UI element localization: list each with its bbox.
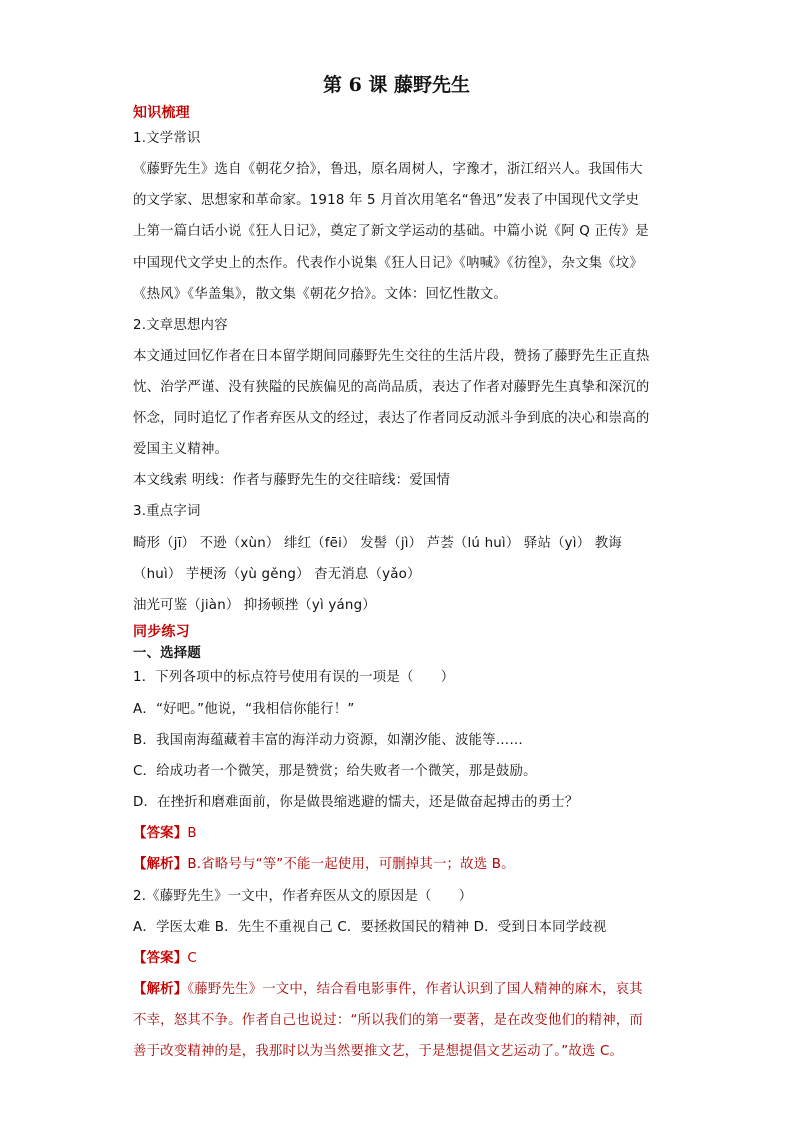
- answer-value: B: [187, 826, 197, 841]
- paragraph-line: 《热风》《华盖集》，散文集《朝花夕拾》。文体：回忆性散文。: [133, 287, 508, 302]
- vocab-line: 畸形（jī） 不逊（xùn） 绯红（fēi） 发髻（jì） 芦荟（lú huì） 驿站（yì） 教诲: [133, 536, 622, 551]
- paragraph-line: 忱、治学严谨、没有狭隘的民族偏见的高尚品质，表达了作者对藤野先生真挚和深沉的: [133, 380, 650, 395]
- analysis-label: 【解析】: [133, 982, 188, 997]
- question-1-option-a: A．“好吧。”他说，“我相信你能行！”: [133, 702, 355, 717]
- knowledge-heading-2: 2.文章思想内容: [133, 318, 228, 333]
- analysis-text: 《藤野先生》一文中，结合看电影事件，作者认识到了国人精神的麻木，哀其: [187, 982, 643, 997]
- question-1-stem: 1．下列各项中的标点符号使用有误的一项是（ ）: [133, 670, 455, 685]
- answer-value: C: [187, 951, 197, 966]
- knowledge-heading-1: 1.文学常识: [133, 131, 201, 146]
- answer-label: 【答案】: [133, 951, 188, 966]
- vocab-line: 油光可鉴（jiàn） 抑扬顿挫（yì yáng）: [133, 598, 376, 613]
- analysis-text: B.省略号与“等”不能一起使用，可删掉其一；故选 B。: [187, 857, 515, 872]
- section-heading-practice: 同步练习: [133, 624, 190, 640]
- question-1-option-b: B．我国南海蕴藏着丰富的海洋动力资源，如潮汐能、波能等……: [133, 733, 523, 748]
- paragraph-line: 中国现代文学史上的杰作。代表作小说集《狂人日记》《呐喊》《彷徨》，杂文集《坟》: [133, 256, 643, 271]
- paragraph-line: 上第一篇白话小说《狂人日记》，奠定了新文学运动的基础。中篇小说《阿 Q 正传》是: [133, 224, 649, 239]
- section-heading-choice: 一、选择题: [133, 645, 201, 661]
- paragraph-line: 本文通过回忆作者在日本留学期间同藤野先生交往的生活片段，赞扬了藤野先生正直热: [133, 349, 650, 364]
- question-1-option-c: C．给成功者一个微笑，那是赞赏；给失败者一个微笑，那是鼓励。: [133, 764, 537, 779]
- question-2-stem: 2.《藤野先生》一文中，作者弃医从文的原因是（ ）: [133, 889, 473, 904]
- page-title: 第 6 课 藤野先生: [322, 74, 471, 96]
- paragraph-line: 爱国主义精神。: [133, 442, 229, 457]
- analysis-label: 【解析】: [133, 857, 188, 872]
- analysis-line: 善于改变精神的是，我那时以为当然要推文艺，于是想提倡文艺运动了。”故选 C。: [133, 1044, 624, 1059]
- vocab-line: （huì） 芋梗汤（yù gěng） 杳无消息（yǎo）: [133, 567, 421, 582]
- question-1-analysis: [133, 855, 663, 875]
- question-2-answer: [133, 949, 663, 969]
- answer-label: 【答案】: [133, 826, 188, 841]
- question-2-options: A．学医太难 B．先生不重视自己 C．要拯救国民的精神 D．受到日本同学歧视: [133, 920, 607, 935]
- analysis-line: 不幸，怒其不争。作者自己也说过：“所以我们的第一要著，是在改变他们的精神，而: [133, 1013, 643, 1028]
- question-2-analysis: [133, 980, 663, 1000]
- section-heading-knowledge: 知识梳理: [133, 105, 190, 121]
- paragraph-line: 的文学家、思想家和革命家。1918 年 5 月首次用笔名“鲁迅”发表了中国现代文学史: [133, 193, 640, 208]
- question-1-option-d: D．在挫折和磨难面前，你是做畏缩逃避的懦夫，还是做奋起搏击的勇士？: [133, 795, 579, 810]
- question-1-answer: [133, 824, 663, 844]
- knowledge-heading-3: 3.重点字词: [133, 504, 201, 519]
- paragraph-line: 《藤野先生》选自《朝花夕拾》，鲁迅，原名周树人，字豫才，浙江绍兴人。我国伟大: [133, 162, 643, 177]
- paragraph-line: 怀念，同时追忆了作者弃医从文的经过，表达了作者同反动派斗争到底的决心和崇高的: [133, 411, 650, 426]
- clue-line: 本文线索 明线：作者与藤野先生的交往暗线：爱国情: [133, 473, 451, 488]
